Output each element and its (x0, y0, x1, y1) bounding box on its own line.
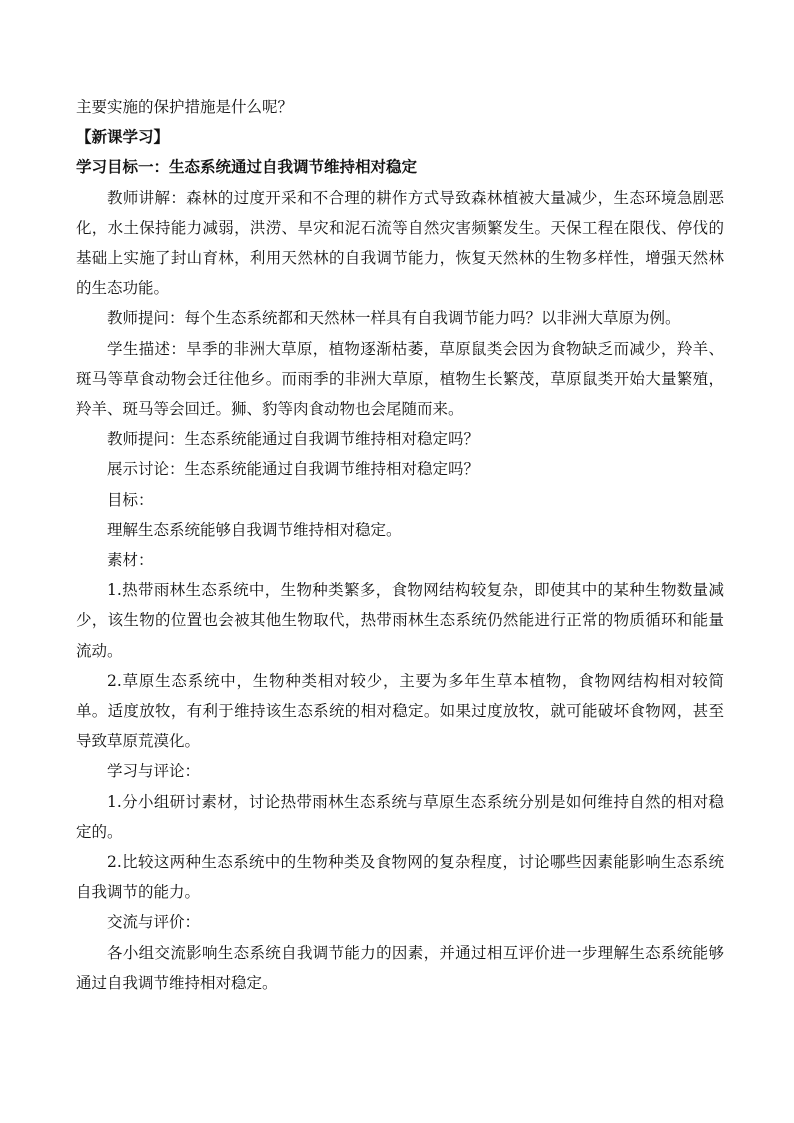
paragraph-goal-label: 目标： (107, 490, 154, 509)
paragraph-protection-question: 主要实施的保护措施是什么呢？ (76, 98, 294, 116)
learning-objective-heading: 学习目标一：生态系统通过自我调节维持相对稳定 (76, 157, 418, 177)
paragraph-study-comment-label: 学习与评论： (107, 762, 201, 781)
paragraph-material-1: 1.热带雨林生态系统中，生物种类繁多，食物网结构较复杂，即使其中的某种生物数量减少，该生物的位置也会被其他生物取代，热带雨林生态系统仍然能进行正常的物质循环和能量流动。 (76, 581, 724, 660)
paragraph-student-description: 学生描述：旱季的非洲大草原，植物逐渐枯萎，草原鼠类会因为食物缺乏而减少，羚羊、斑马等草食动物会迁往他乡。而雨季的非洲大草原，植物生长繁茂，草原鼠类开始大量繁殖，羚羊、斑马等会回迁。狮、豹等肉食动物也会尾随而来。 (76, 339, 724, 419)
paragraph-material-2: 2.草原生态系统中，生物种类相对较少，主要为多年生草本植物，食物网结构相对较简单。适度放牧，有利于维持该生态系统的相对稳定。如果过度放牧，就可能破坏食物网，甚至导致草原荒漠化。 (76, 671, 724, 751)
paragraph-exchange-label: 交流与评价： (107, 913, 201, 932)
document-page (76, 92, 724, 998)
paragraph-study-item-1: 1.分小组研讨素材，讨论热带雨林生态系统与草原生态系统分别是如何维持自然的相对稳定的。 (76, 792, 724, 841)
paragraph-teacher-question-2: 教师提问：生态系统能通过自我调节维持相对稳定吗？ (107, 430, 480, 449)
paragraph-exchange-text: 各小组交流影响生态系统自我调节能力的因素，并通过相互评价进一步理解生态系统能够通过自我调节维持相对稳定。 (76, 943, 724, 992)
paragraph-goal-text: 理解生态系统能够自我调节维持相对稳定。 (107, 520, 402, 539)
paragraph-material-label: 素材： (107, 551, 154, 570)
paragraph-teacher-explanation: 教师讲解：森林的过度开采和不合理的耕作方式导致森林植被大量减少，生态环境急剧恶化，水土保持能力减弱，洪涝、旱灾和泥石流等自然灾害频繁发生。天保工程在限伐、停伐的基础上实施了封山育林，利用天然林的自我调节能力，恢复天然林的生物多样性，增强天然林的生态功能。 (76, 188, 724, 298)
paragraph-study-item-2: 2.比较这两种生态系统中的生物种类及食物网的复杂程度，讨论哪些因素能影响生态系统自我调节的能力。 (76, 853, 724, 902)
section-heading-new-lesson: 【新课学习】 (76, 127, 170, 147)
paragraph-teacher-question-1: 教师提问：每个生态系统都和天然林一样具有自我调节能力吗？以非洲大草原为例。 (107, 309, 681, 328)
paragraph-display-discussion: 展示讨论：生态系统能通过自我调节维持相对稳定吗？ (107, 460, 480, 479)
